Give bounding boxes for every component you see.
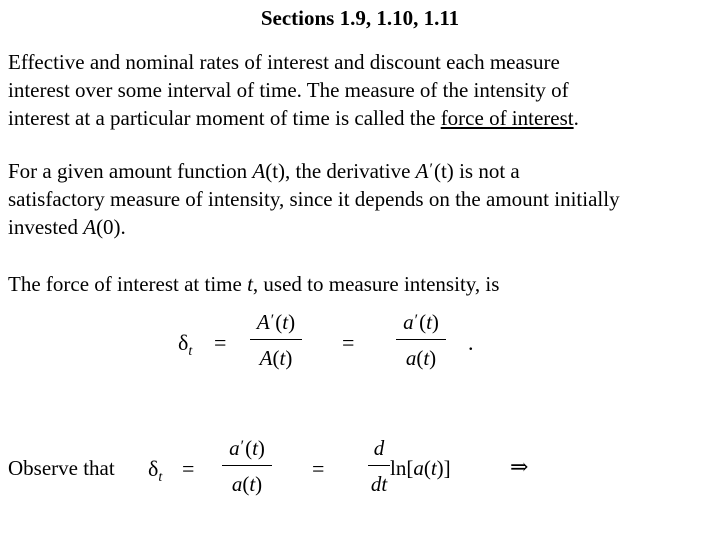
intro-line-2: interest over some interval of time. The measure of the intensity of bbox=[8, 78, 569, 102]
derivative-operator: d dt bbox=[368, 436, 390, 497]
derivative-paragraph bbox=[8, 156, 620, 241]
fraction-A: A′(t) A(t) bbox=[250, 310, 302, 371]
fraction-a: a′(t) a(t) bbox=[396, 310, 446, 371]
derivative-line-1: For a given amount function A(t), the derivative A′(t) is not a bbox=[8, 159, 520, 183]
intro-paragraph bbox=[8, 48, 579, 132]
period: . bbox=[468, 330, 474, 355]
intro-line-1: Effective and nominal rates of interest and discount each measure bbox=[8, 50, 560, 74]
derivative-line-2: satisfactory measure of intensity, since it depends on the amount initially bbox=[8, 187, 620, 211]
equals-sign-3: = bbox=[182, 456, 195, 481]
delta-symbol: $\delta_t$ bbox=[178, 330, 193, 359]
fraction-a-2: a′(t) a(t) bbox=[222, 436, 272, 497]
equals-sign-4: = bbox=[312, 456, 325, 481]
page-title: Sections 1.9, 1.10, 1.11 bbox=[260, 6, 460, 30]
implies-arrow-icon: ⇒ bbox=[510, 454, 529, 479]
force-definition-paragraph: The force of interest at time t, used to measure intensity, is bbox=[8, 272, 500, 296]
observe-label: Observe that bbox=[8, 456, 115, 480]
equals-sign-2: = bbox=[342, 330, 355, 355]
ln-expression: ln[a(t)] bbox=[390, 456, 451, 480]
intro-line-3: interest at a particular moment of time is called the force of interest. bbox=[8, 106, 579, 130]
derivative-line-3: invested A(0). bbox=[8, 215, 126, 239]
equals-sign: = bbox=[214, 330, 227, 355]
delta-symbol-2: $\delta_t$ bbox=[148, 456, 163, 485]
force-of-interest-term: force of interest bbox=[440, 106, 574, 130]
